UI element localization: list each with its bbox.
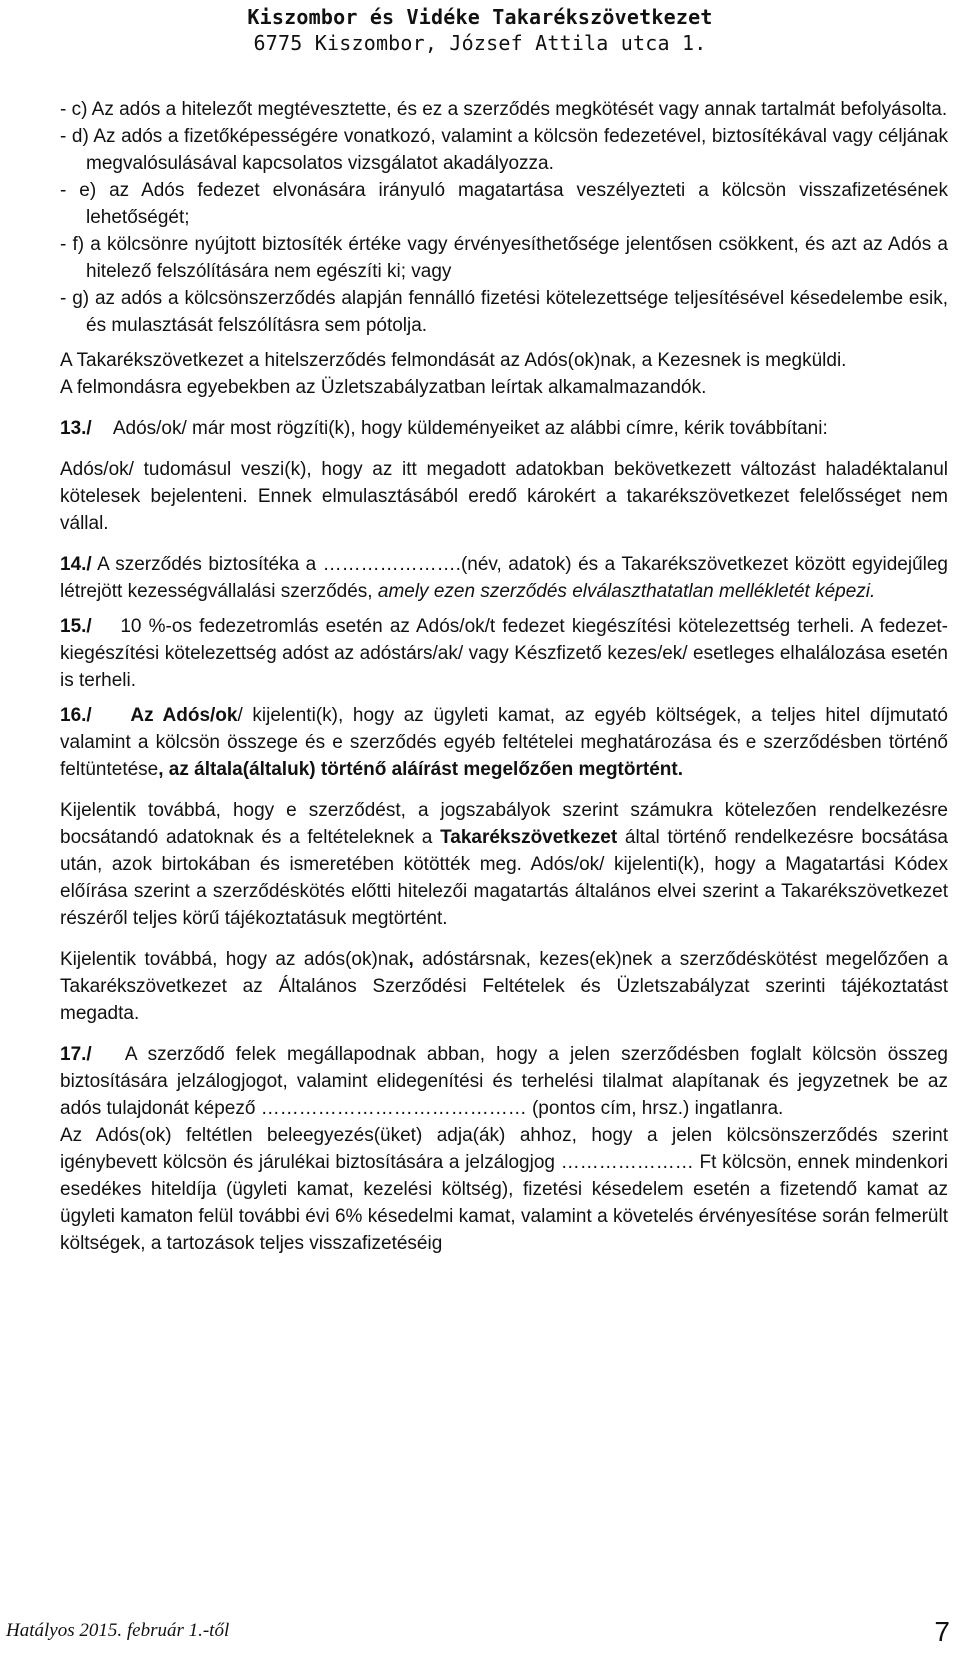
declaration-paragraph-2 <box>60 946 948 1027</box>
termination-rules: A felmondásra egyebekben az Üzletszabályzatban leírtak alkamalmazandók. <box>60 377 707 398</box>
section-14 <box>60 551 948 605</box>
section-15-number: 15./ <box>60 616 92 637</box>
section-16-bold-lead: Az Adós/ok <box>130 705 238 726</box>
section-13-number: 13./ <box>60 418 92 439</box>
section-14-number: 14./ <box>60 554 92 575</box>
declaration-paragraph-1 <box>60 797 948 932</box>
section-15-text: 10 %-os fedezetromlás esetén az Adós/ok/t fedezet kiegészítési kötelezettség terheli. A fedezet-kiegészítési kötelezettség adóst az adóstárs/ak/ vagy Készfizető kezes/ek/ esetleges elhalálozása esetén is terheli. <box>60 616 948 691</box>
section-15 <box>60 613 948 694</box>
declaration-2-bold: , <box>408 949 414 970</box>
section-17-number: 17./ <box>60 1044 92 1065</box>
declaration-2-post: adóstársnak, kezes(ek)nek a szerződéskötést megelőzően a Takarékszövetkezet az Általános Szerződési Feltételek és Üzletszabályzat szerinti tájékoztatást megadta. <box>60 949 948 1024</box>
header-company-name: Kiszombor és Vidéke Takarékszövetkezet <box>247 5 713 29</box>
list-item-g: - g) az adós a kölcsönszerződés alapján fennálló fizetési kötelezettsége teljesítésével késedelembe esik, és mulasztását felszólításra sem pótolja. <box>60 288 948 336</box>
declaration-1-bold: Takarékszövetkezet <box>440 827 618 848</box>
document-body <box>60 96 948 1257</box>
section-14-text: A szerződés biztosítéka a ………………….(név, adatok) és a Takarékszövetkezet között egyidejűleg létrejött kezességvállalási szerződés, <box>60 554 948 602</box>
termination-notice: A Takarékszövetkezet a hitelszerződés felmondását az Adós(ok)nak, a Kezesnek is megküldi. <box>60 350 847 371</box>
list-item-e: - e) az Adós fedezet elvonására irányuló magatartása veszélyezteti a kölcsön visszafizetésének lehetőségét; <box>60 180 948 228</box>
list-item-d: - d) Az adós a fizetőképességére vonatkozó, valamint a kölcsön fedezetével, biztosítékával vagy céljának megvalósulásával kapcsolatos vizsgálatot akadályozza. <box>60 126 948 174</box>
section-14-italic-text: amely ezen szerződés elválaszthatatlan mellékletét képezi. <box>377 581 876 602</box>
section-16-bold-tail: , az általa(általuk) történő aláírást megelőzően megtörtént. <box>158 759 683 780</box>
page-number: 7 <box>934 1616 950 1647</box>
declaration-1-pre: Kijelentik továbbá, hogy e szerződést, a jogszabályok szerint számukra kötelezően rendelkezésre bocsátandó adatoknak és a feltételeknek a <box>60 800 948 848</box>
page-header <box>0 4 960 56</box>
effective-date: Hatályos 2015. február 1.-től <box>6 1620 230 1641</box>
section-17-text: A szerződő felek megállapodnak abban, hogy a jelen szerződésben foglalt kölcsön összeg biztosítására jelzálogjogot, valamint elidegenítési és terhelési tilalmat alapítanak és jegyzetnek be az adós tulajdonát képező …………………………………… (pontos cím, hrsz.) ingatlanra. <box>60 1044 948 1119</box>
section-16-number: 16./ <box>60 705 92 726</box>
section-13 <box>60 415 948 442</box>
section-17-consent: Az Adós(ok) feltétlen beleegyezés(üket) adja(ák) ahhoz, hogy a jelen kölcsönszerződés szerint igénybevett kölcsön és járulékai biztosítására a jelzálogjog ………………… Ft kölcsön, ennek mindenkori esedékes hiteldíja (ügyleti kamat, kezelési költség), fizetési késedelem esetén a fizetendő kamat az ügyleti kamaton felül további évi 6% késedelmi kamat, valamint a követelés érvényesítése során felmerült költségek, a tartozások teljes visszafizetéséig <box>60 1125 948 1254</box>
section-13-change-notice: Adós/ok/ tudomásul veszi(k), hogy az itt megadott adatokban bekövetkezett változást haladéktalanul kötelesek bejelenteni. Ennek elmulasztásából eredő károkért a takarékszövetkezet felelősséget nem vállal. <box>60 459 948 534</box>
declaration-2-pre: Kijelentik továbbá, hogy az adós(ok)nak <box>60 949 409 970</box>
section-16-text: / kijelenti(k), hogy az ügyleti kamat, az egyéb költségek, a teljes hitel díjmutató valamint a kölcsön összege és e szerződés egyéb feltételei meghatározása és e szerződésben történő feltüntetése <box>60 705 948 780</box>
list-item-f: - f) a kölcsönre nyújtott biztosíték értéke vagy érvényesíthetősége jelentősen csökkent, és azt az Adós a hitelező felszólítására nem egészíti ki; vagy <box>60 234 948 282</box>
section-13-text: Adós/ok/ már most rögzíti(k), hogy küldeményeiket az alábbi címre, kérik továbbítani: <box>112 418 828 439</box>
header-address: 6775 Kiszombor, József Attila utca 1. <box>253 31 707 55</box>
section-17 <box>60 1041 948 1122</box>
declaration-1-post: által történő rendelkezésre bocsátása után, azok birtokában és ismeretében kötötték meg. Adós/ok/ kijelenti(k), hogy a Magatartási Kódex előírása szerint a szerződéskötés előtti hitelezői magatartás általános elvei szerint a Takarékszövetkezet részéről teljes körű tájékoztatásuk megtörtént. <box>60 827 948 929</box>
section-16 <box>60 702 948 783</box>
list-item-c: - c) Az adós a hitelezőt megtévesztette, és ez a szerződés megkötését vagy annak tartalmát befolyásolta. <box>60 99 948 120</box>
